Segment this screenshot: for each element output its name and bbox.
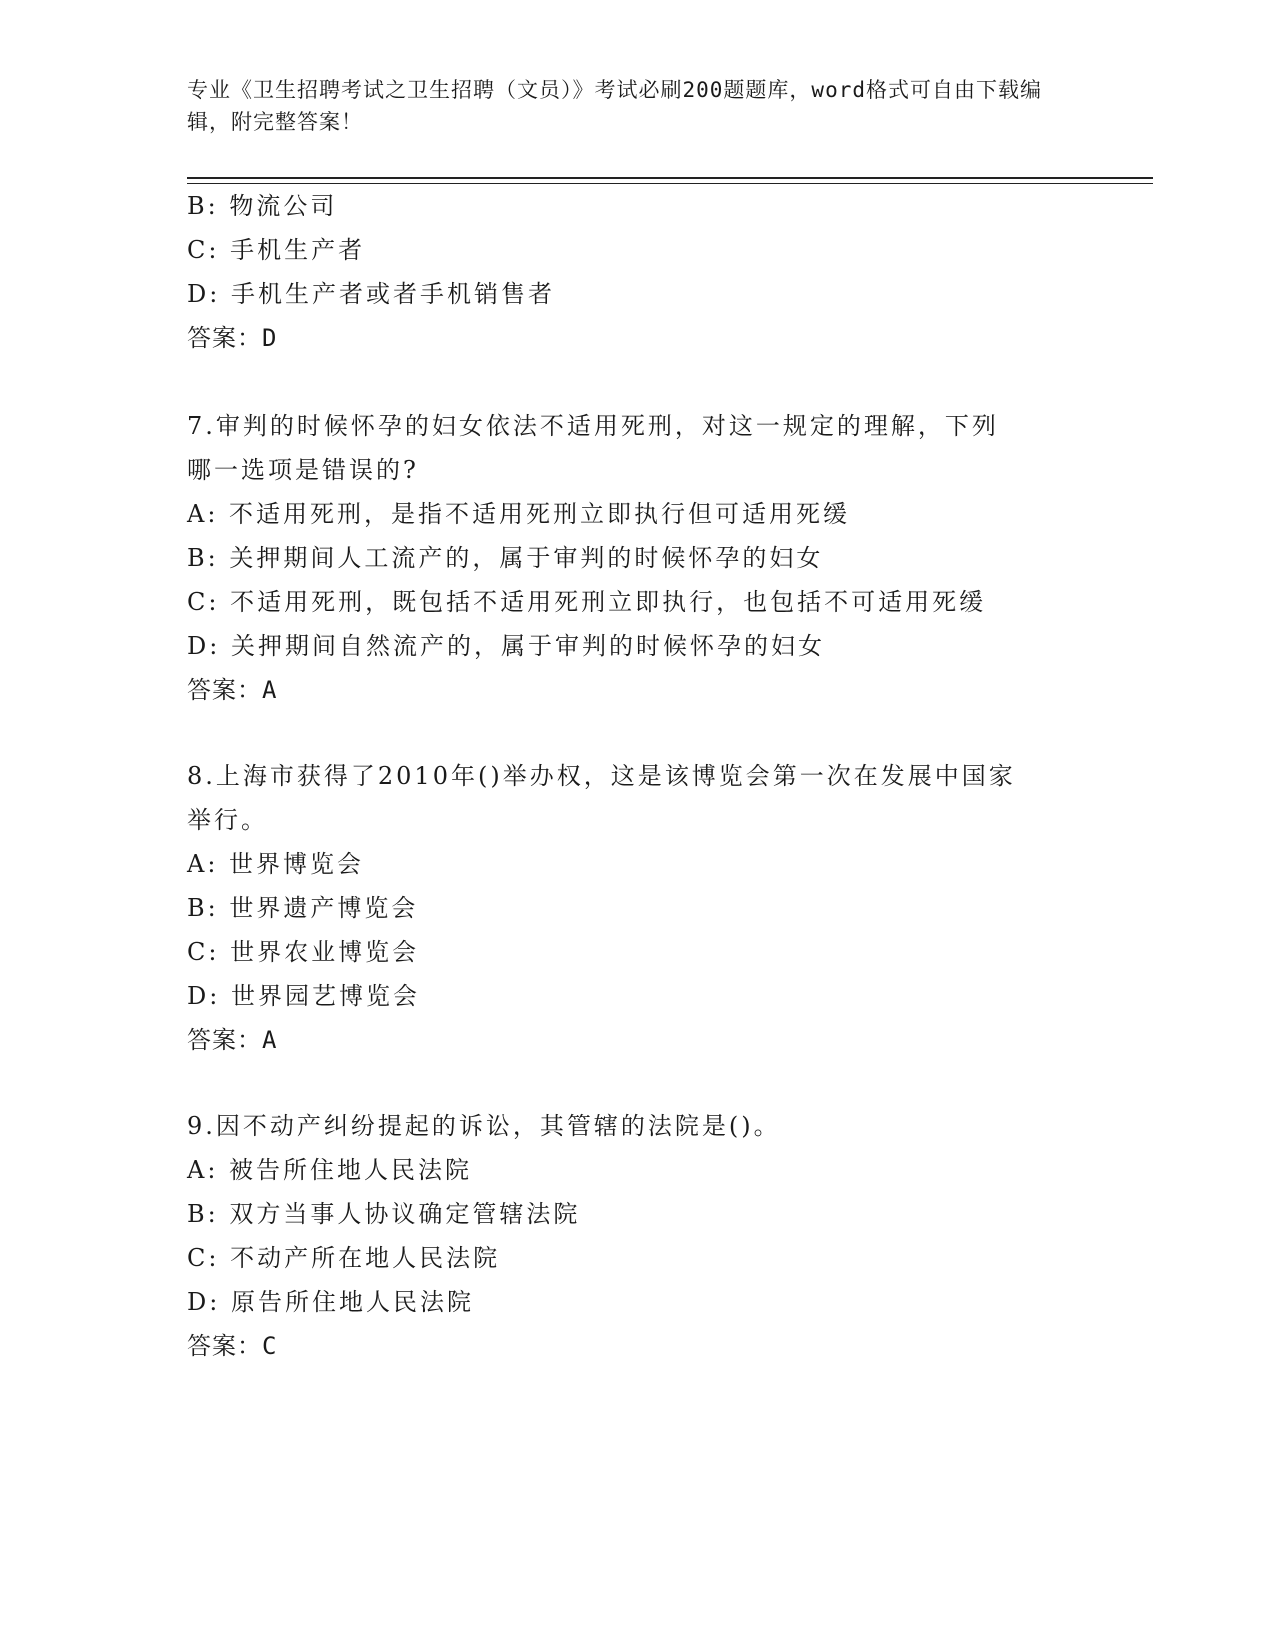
q9-option-c: C: 不动产所在地人民法院	[187, 1244, 501, 1272]
q7-option-b: B: 关押期间人工流产的，属于审判的时候怀孕的妇女	[187, 544, 824, 572]
q9-option-a: A: 被告所住地人民法院	[187, 1156, 473, 1184]
document-header: 专业《卫生招聘考试之卫生招聘（文员）》考试必刷200题题库，word格式可自由下载编辑，附完整答案！	[187, 78, 1042, 134]
q9-answer-value: C	[262, 1332, 278, 1360]
q6-option-c: C: 手机生产者	[187, 236, 366, 264]
q7-option-d: D: 关押期间自然流产的，属于审判的时候怀孕的妇女	[187, 632, 825, 660]
header-divider-thick	[187, 177, 1153, 179]
q7-stem-line-2: 哪一选项是错误的?	[187, 456, 419, 484]
q7-stem-line-1: 7.审判的时候怀孕的妇女依法不适用死刑，对这一规定的理解，下列	[187, 412, 999, 440]
q8-stem-line-1: 8.上海市获得了2010年()举办权，这是该博览会第一次在发展中国家	[187, 762, 1016, 790]
q6-option-d: D: 手机生产者或者手机销售者	[187, 280, 555, 308]
q9-stem-line-1: 9.因不动产纠纷提起的诉讼，其管辖的法院是()。	[187, 1112, 781, 1140]
q8-option-d: D: 世界园艺博览会	[187, 982, 420, 1010]
q9-answer-label: 答案：	[187, 1332, 262, 1360]
q8-answer-label: 答案：	[187, 1026, 262, 1054]
q9-option-d: D: 原告所住地人民法院	[187, 1288, 474, 1316]
q7-answer-value: A	[262, 676, 278, 704]
q8-stem-line-2: 举行。	[187, 806, 268, 834]
q9-answer	[187, 1330, 277, 1362]
q6-answer	[187, 322, 277, 354]
q7-answer	[187, 674, 277, 706]
q6-answer-label: 答案：	[187, 324, 262, 352]
q8-answer-value: A	[262, 1026, 278, 1054]
q8-option-c: C: 世界农业博览会	[187, 938, 420, 966]
q8-option-b: B: 世界遗产博览会	[187, 894, 419, 922]
q7-option-a: A: 不适用死刑，是指不适用死刑立即执行但可适用死缓	[187, 500, 851, 528]
q8-answer	[187, 1024, 277, 1056]
q7-option-c: C: 不适用死刑，既包括不适用死刑立即执行，也包括不可适用死缓	[187, 588, 987, 616]
header-divider-thin	[187, 183, 1153, 184]
q9-option-b: B: 双方当事人协议确定管辖法院	[187, 1200, 581, 1228]
q6-answer-value: D	[262, 324, 278, 352]
q7-answer-label: 答案：	[187, 676, 262, 704]
q6-option-b: B: 物流公司	[187, 192, 338, 220]
q8-option-a: A: 世界博览会	[187, 850, 365, 878]
